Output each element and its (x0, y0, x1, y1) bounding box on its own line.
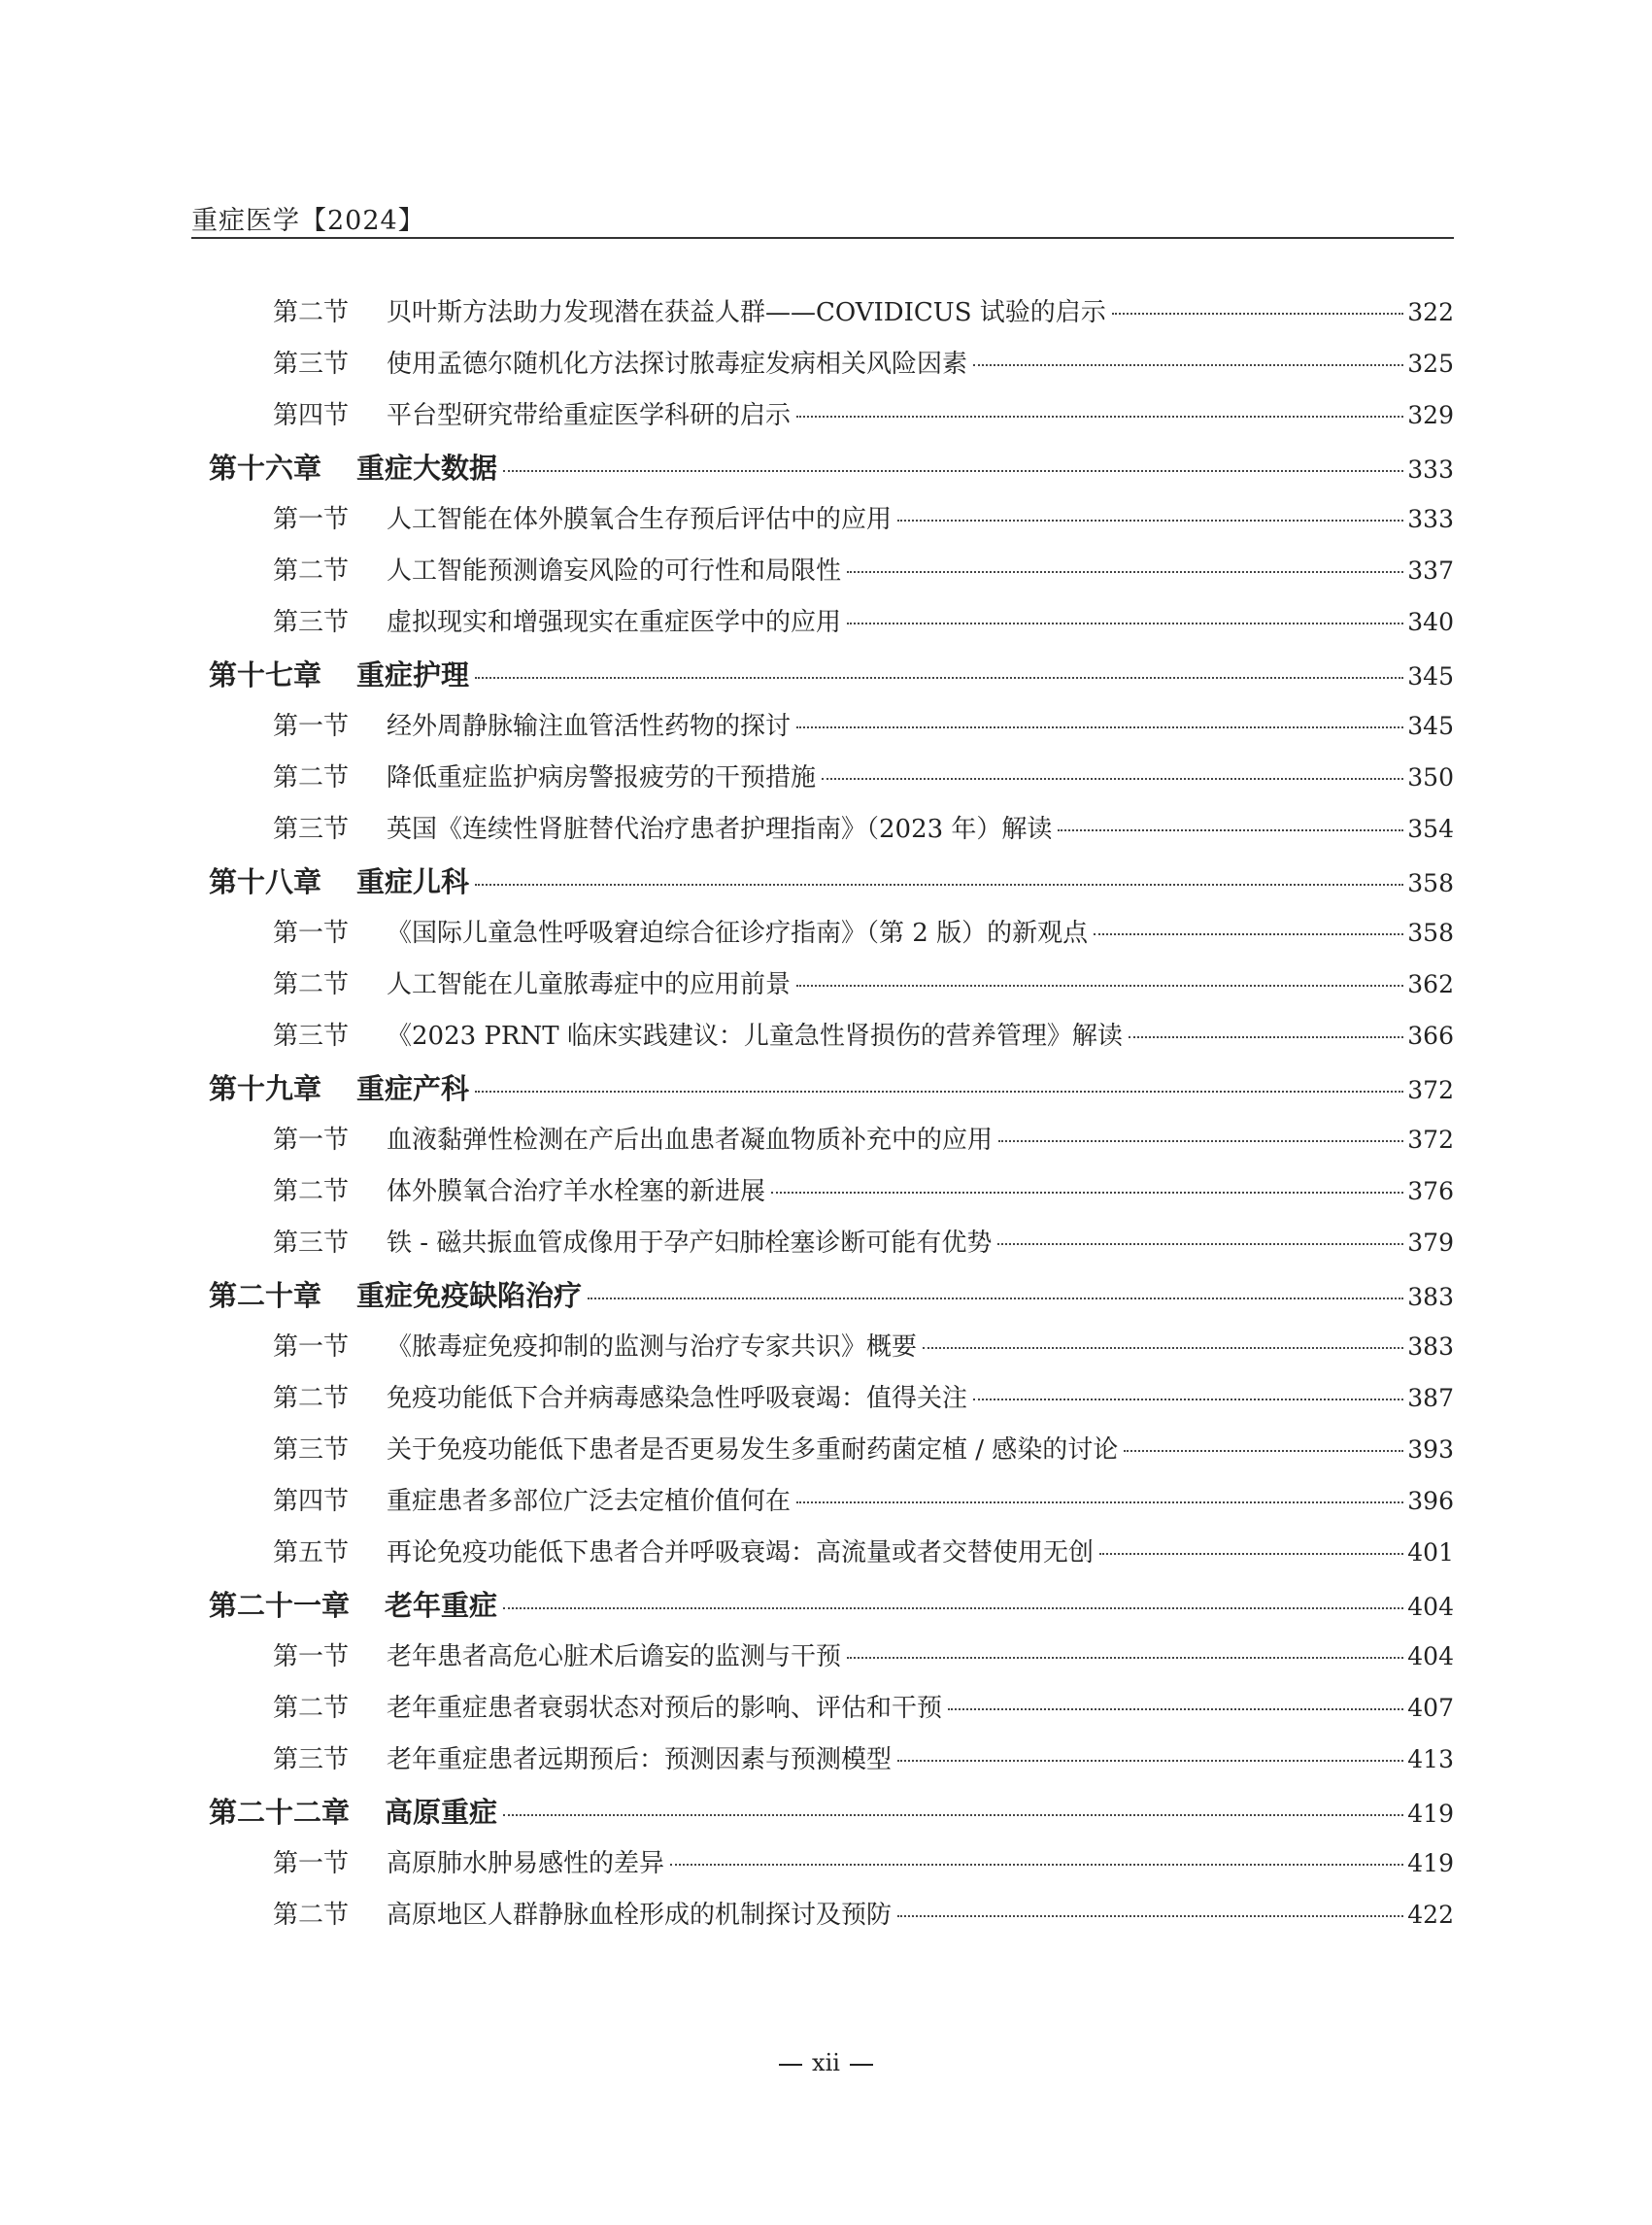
toc-entry-title: 贝叶斯方法助力发现潜在获益人群——COVIDICUS 试验的启示 (387, 298, 1106, 327)
toc-entry-label: 第二节 (273, 556, 350, 586)
toc-section-row (209, 1430, 1454, 1481)
toc-entry-title: 高原重症 (385, 1796, 498, 1829)
toc-leader-dots (670, 1864, 1403, 1866)
toc-section-row (209, 1688, 1454, 1739)
toc-entry-label: 第十六章 (209, 452, 322, 485)
running-header: 重症医学【2024】 (191, 206, 425, 236)
toc-section-row (209, 1120, 1454, 1171)
page-number (0, 2049, 1652, 2076)
toc-entry-title: 体外膜氧合治疗羊水栓塞的新进展 (387, 1177, 766, 1206)
toc-entry-page: 337 (1407, 556, 1454, 585)
toc-leader-dots (1112, 313, 1403, 315)
toc-entry-title: 人工智能在体外膜氧合生存预后评估中的应用 (387, 505, 893, 534)
toc-chapter-row (209, 1584, 1454, 1636)
toc-entry-title: 重症免疫缺陷治疗 (356, 1279, 583, 1312)
toc-section-row (209, 758, 1454, 809)
toc-entry-page: 325 (1407, 350, 1454, 378)
header-rule (191, 237, 1454, 239)
toc-section-row (209, 499, 1454, 551)
toc-entry-label: 第三节 (273, 1435, 350, 1465)
toc-chapter-row (209, 1067, 1454, 1120)
toc-section-row (209, 1378, 1454, 1430)
toc-entry-title: 人工智能在儿童脓毒症中的应用前景 (387, 970, 792, 999)
toc-entry-title: 重症护理 (356, 658, 470, 691)
toc-entry-label: 第五节 (273, 1538, 350, 1568)
toc-leader-dots (897, 520, 1403, 522)
toc-section-row (209, 1223, 1454, 1274)
toc-entry-page: 345 (1407, 712, 1454, 740)
toc-leader-dots (475, 1091, 1403, 1093)
toc-entry-page: 358 (1407, 919, 1454, 947)
toc-leader-dots (847, 1657, 1403, 1659)
toc-entry-label: 第二节 (273, 1694, 350, 1723)
page-number-text: xii (812, 2049, 840, 2076)
toc-leader-dots (796, 726, 1403, 728)
toc-entry-label: 第四节 (273, 401, 350, 430)
toc-leader-dots (1129, 1036, 1403, 1038)
toc-entry-label: 第三节 (273, 815, 350, 844)
toc-entry-page: 413 (1407, 1745, 1454, 1773)
toc-leader-dots (771, 1192, 1403, 1194)
toc-entry-title: 老年重症患者远期预后：预测因素与预测模型 (387, 1745, 893, 1774)
folio-dash-right (850, 2064, 873, 2066)
toc-entry-title: 《2023 PRNT 临床实践建议：儿童急性肾损伤的营养管理》解读 (387, 1022, 1123, 1051)
toc-entry-title: 重症患者多部位广泛去定植价值何在 (387, 1487, 792, 1516)
toc-entry-page: 372 (1407, 1076, 1454, 1104)
toc-entry-label: 第三节 (273, 1229, 350, 1258)
toc-entry-title: 重症产科 (356, 1072, 470, 1105)
toc-entry-title: 老年重症患者衰弱状态对预后的影响、评估和干预 (387, 1694, 943, 1723)
toc-leader-dots (796, 416, 1403, 418)
toc-entry-page: 419 (1407, 1800, 1454, 1828)
toc-entry-label: 第二节 (273, 763, 350, 792)
toc-leader-dots (897, 1915, 1403, 1917)
toc-entry-title: 血液黏弹性检测在产后出血患者凝血物质补充中的应用 (387, 1126, 994, 1155)
toc-chapter-row (209, 654, 1454, 706)
toc-leader-dots (475, 677, 1403, 679)
toc-leader-dots (1124, 1450, 1403, 1452)
toc-section-row (209, 602, 1454, 654)
toc-section-row (209, 1739, 1454, 1791)
toc-leader-dots (973, 1399, 1403, 1400)
toc-entry-title: 高原肺水肿易感性的差异 (387, 1849, 665, 1878)
toc-chapter-row (209, 1791, 1454, 1843)
toc-entry-page: 340 (1407, 608, 1454, 636)
toc-entry-title: 《国际儿童急性呼吸窘迫综合征诊疗指南》（第 2 版）的新观点 (387, 919, 1089, 948)
toc-entry-label: 第一节 (273, 1126, 350, 1155)
toc-leader-dots (998, 1140, 1403, 1142)
toc-entry-label: 第二节 (273, 1384, 350, 1413)
toc-section-row (209, 1533, 1454, 1584)
toc-leader-dots (948, 1708, 1403, 1710)
toc-entry-label: 第二节 (273, 970, 350, 999)
toc-entry-label: 第二十一章 (209, 1589, 351, 1622)
toc-leader-dots (973, 364, 1403, 366)
toc-entry-page: 404 (1407, 1593, 1454, 1621)
toc-leader-dots (897, 1760, 1403, 1762)
toc-entry-title: 免疫功能低下合并病毒感染急性呼吸衰竭：值得关注 (387, 1384, 968, 1413)
toc-entry-label: 第一节 (273, 1849, 350, 1878)
toc-entry-label: 第二节 (273, 298, 350, 327)
toc-leader-dots (796, 1501, 1403, 1503)
toc-entry-page: 419 (1407, 1849, 1454, 1877)
toc-entry-label: 第二节 (273, 1177, 350, 1206)
toc-entry-page: 362 (1407, 970, 1454, 998)
toc-leader-dots (503, 1607, 1403, 1609)
toc-entry-page: 401 (1407, 1538, 1454, 1567)
toc-section-row (209, 395, 1454, 447)
toc-leader-dots (1094, 933, 1403, 935)
toc-entry-page: 329 (1407, 401, 1454, 429)
toc-section-row (209, 1481, 1454, 1533)
toc-entry-title: 重症儿科 (356, 865, 470, 898)
toc-entry-page: 404 (1407, 1642, 1454, 1670)
toc-entry-label: 第一节 (273, 919, 350, 948)
toc-section-row (209, 1327, 1454, 1378)
toc-entry-label: 第二十章 (209, 1279, 322, 1312)
toc-section-row (209, 1843, 1454, 1895)
toc-leader-dots (923, 1347, 1403, 1349)
toc-entry-title: 重症大数据 (356, 452, 498, 485)
toc-leader-dots (503, 470, 1403, 472)
toc-entry-title: 关于免疫功能低下患者是否更易发生多重耐药菌定植 / 感染的讨论 (387, 1435, 1119, 1465)
toc-entry-title: 铁 - 磁共振血管成像用于孕产妇肺栓塞诊断可能有优势 (387, 1229, 993, 1258)
toc-entry-label: 第四节 (273, 1487, 350, 1516)
toc-entry-title: 高原地区人群静脉血栓形成的机制探讨及预防 (387, 1901, 893, 1930)
toc-entry-title: 降低重症监护病房警报疲劳的干预措施 (387, 763, 817, 792)
toc-leader-dots (847, 623, 1403, 624)
toc-section-row (209, 1636, 1454, 1688)
toc-section-row (209, 1016, 1454, 1067)
toc-entry-page: 350 (1407, 763, 1454, 792)
toc-entry-page: 333 (1407, 505, 1454, 533)
toc-leader-dots (1058, 829, 1403, 831)
toc-entry-page: 393 (1407, 1435, 1454, 1464)
toc-leader-dots (796, 985, 1403, 987)
toc-entry-page: 372 (1407, 1126, 1454, 1154)
toc-entry-page: 376 (1407, 1177, 1454, 1205)
toc-section-row (209, 706, 1454, 758)
toc-entry-title: 《脓毒症免疫抑制的监测与治疗专家共识》概要 (387, 1332, 918, 1362)
toc-chapter-row (209, 860, 1454, 913)
toc-entry-title: 再论免疫功能低下患者合并呼吸衰竭：高流量或者交替使用无创 (387, 1538, 1095, 1568)
toc-entry-label: 第一节 (273, 1642, 350, 1671)
toc-entry-title: 平台型研究带给重症医学科研的启示 (387, 401, 792, 430)
toc-entry-page: 333 (1407, 455, 1454, 484)
toc-entry-page: 322 (1407, 298, 1454, 326)
toc-entry-label: 第十九章 (209, 1072, 322, 1105)
toc-entry-label: 第一节 (273, 712, 350, 741)
toc-section-row (209, 1171, 1454, 1223)
toc-entry-title: 经外周静脉输注血管活性药物的探讨 (387, 712, 792, 741)
toc-entry-page: 422 (1407, 1901, 1454, 1929)
toc-section-row (209, 551, 1454, 602)
toc-section-row (209, 964, 1454, 1016)
toc-entry-page: 396 (1407, 1487, 1454, 1515)
table-of-contents (209, 292, 1454, 1946)
folio-dash-left (779, 2064, 802, 2066)
toc-section-row (209, 344, 1454, 395)
toc-entry-label: 第三节 (273, 608, 350, 637)
toc-chapter-row (209, 447, 1454, 499)
toc-entry-page: 407 (1407, 1694, 1454, 1722)
toc-leader-dots (503, 1814, 1403, 1816)
toc-entry-title: 老年重症 (385, 1589, 498, 1622)
toc-section-row (209, 292, 1454, 344)
toc-entry-title: 英国《连续性肾脏替代治疗患者护理指南》（2023 年）解读 (387, 815, 1053, 844)
toc-entry-title: 老年患者高危心脏术后谵妄的监测与干预 (387, 1642, 842, 1671)
toc-section-row (209, 1895, 1454, 1946)
toc-entry-title: 虚拟现实和增强现实在重症医学中的应用 (387, 608, 842, 637)
toc-entry-label: 第十七章 (209, 658, 322, 691)
toc-leader-dots (1099, 1553, 1403, 1555)
toc-entry-label: 第十八章 (209, 865, 322, 898)
toc-leader-dots (847, 571, 1403, 573)
toc-section-row (209, 913, 1454, 964)
toc-entry-page: 354 (1407, 815, 1454, 843)
toc-entry-title: 人工智能预测谵妄风险的可行性和局限性 (387, 556, 842, 586)
toc-entry-label: 第二十二章 (209, 1796, 351, 1829)
toc-entry-label: 第二节 (273, 1901, 350, 1930)
toc-entry-page: 387 (1407, 1384, 1454, 1412)
toc-entry-label: 第三节 (273, 1022, 350, 1051)
toc-entry-label: 第三节 (273, 1745, 350, 1774)
toc-entry-label: 第三节 (273, 350, 350, 379)
toc-leader-dots (588, 1298, 1403, 1299)
toc-entry-title: 使用孟德尔随机化方法探讨脓毒症发病相关风险因素 (387, 350, 968, 379)
toc-entry-page: 379 (1407, 1229, 1454, 1257)
toc-entry-page: 383 (1407, 1283, 1454, 1311)
toc-chapter-row (209, 1274, 1454, 1327)
toc-entry-page: 358 (1407, 869, 1454, 897)
toc-entry-page: 366 (1407, 1022, 1454, 1050)
toc-entry-label: 第一节 (273, 1332, 350, 1362)
toc-entry-page: 345 (1407, 662, 1454, 691)
toc-entry-label: 第一节 (273, 505, 350, 534)
toc-leader-dots (997, 1243, 1403, 1245)
toc-section-row (209, 809, 1454, 860)
toc-leader-dots (475, 884, 1403, 886)
toc-entry-page: 383 (1407, 1332, 1454, 1361)
toc-leader-dots (822, 778, 1403, 780)
